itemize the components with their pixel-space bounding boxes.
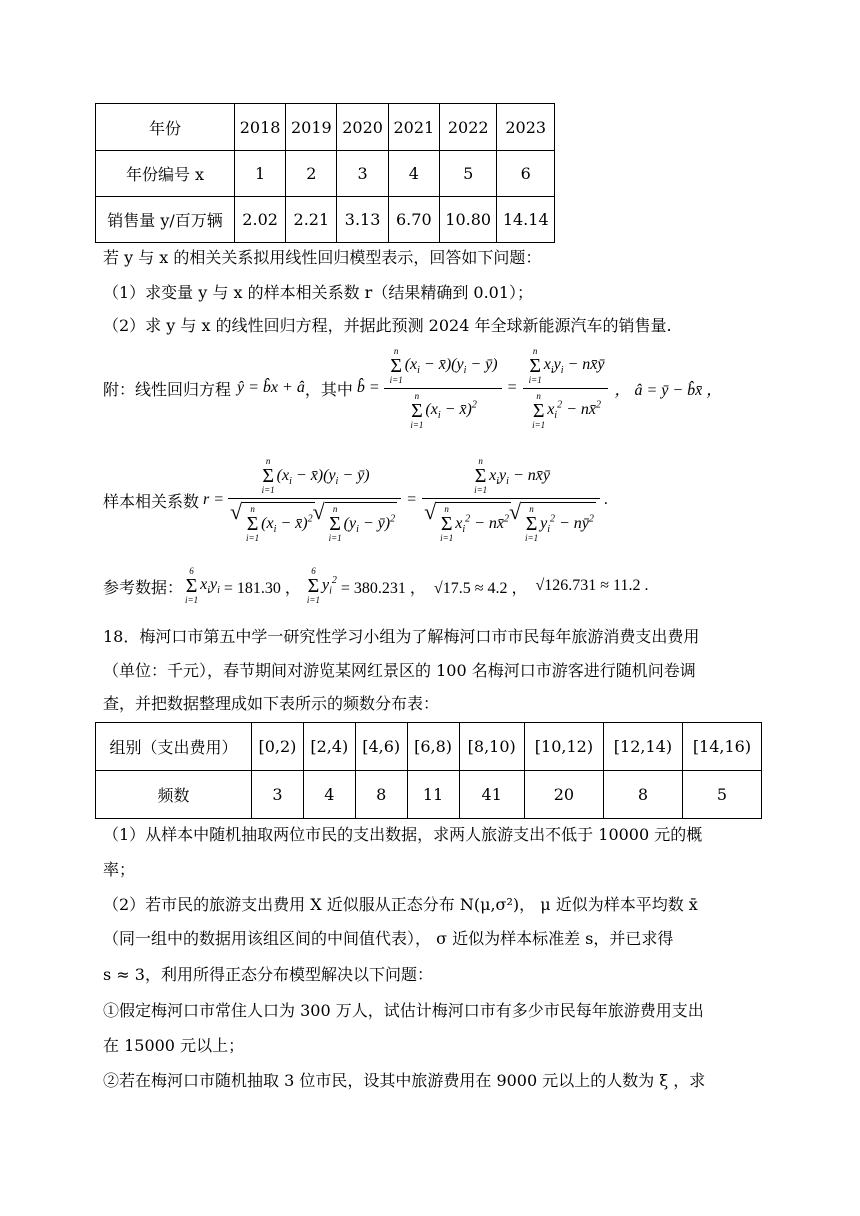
freq-cell: 20 (524, 771, 603, 819)
table-cell: 2.21 (286, 197, 337, 243)
group-cell: [4,6) (355, 723, 407, 771)
q18-part2-line3: s ≈ 3，利用所得正态分布模型解决以下问题： (103, 965, 433, 984)
table-row (96, 771, 762, 819)
formula-mid: ，其中 (304, 381, 353, 399)
row-label: 销售量 y/百万辆 (96, 197, 235, 243)
q18-part1-line1: （1）从样本中随机抽取两位市民的支出数据，求两人旅游支出不低于 10000 元的概 (103, 825, 703, 844)
question-2: （2）求 y 与 x 的线性回归方程，并据此预测 2024 年全球新能源汽车的销售量. (103, 316, 672, 335)
table-row (96, 104, 555, 151)
group-cell: [10,12) (524, 723, 603, 771)
table-cell: 6.70 (388, 197, 439, 243)
table-cell: 3.13 (337, 197, 388, 243)
r-label: r = (203, 491, 225, 508)
ref-item-4: √126.731 ≈ 11.2 . (535, 577, 649, 594)
q18-line-3: 查，并把数据整理成如下表所示的频数分布表： (103, 694, 440, 713)
freq-cell: 3 (252, 771, 304, 819)
table-cell: 2021 (388, 104, 439, 151)
group-cell: [8,10) (459, 723, 524, 771)
regression-formula: 附：线性回归方程 ŷ = b̂x + â ，其中 b̂ = n Σ i=1 ($x_i$ − $x̄)(y_i$ − ȳ) n Σ i=1 ($x_i$ − x̄)$^2$ = n Σ i=1 $x_iy_i$ − nx̄ȳ n Σ i=1 $x_i^2$ − nx̄$^2$ ， â = ȳ − b̂x̄ ， (103, 345, 723, 430)
freq-cell: 8 (603, 771, 682, 819)
q18-part2-line1: （2）若市民的旅游支出费用 X 近似服从正态分布 N(μ,σ²)， μ 近似为样本平均数 x̄ (103, 895, 698, 914)
q18-line-2: （单位：千元），春节期间对游览某网红景区的 100 名梅河口市游客进行随机问卷调 (103, 661, 696, 680)
freq-cell: 5 (682, 771, 761, 819)
freq-cell: 4 (303, 771, 355, 819)
r-fraction-2: n Σ i=1 $x_iy_i$ − nx̄ȳ √ n Σ i=1 $x_i^2$ − nx̄$^2$ √ n Σ i=1 $y_i^2$ − $nȳ^2$ (422, 457, 600, 543)
b-hat-fraction-2: n Σ i=1 $x_iy_i$ − nx̄ȳ n Σ i=1 $x_i^2$ − nx̄$^2$ (523, 347, 609, 430)
ref-prefix: 参考数据： (103, 579, 184, 597)
ref-item-1: = 181.30 ， (223, 579, 301, 597)
table-cell: 6 (497, 151, 555, 197)
freq-cell: 8 (355, 771, 407, 819)
table-row (96, 151, 555, 197)
q18-part1-line2: 率； (103, 860, 136, 879)
table-cell: 2018 (235, 104, 286, 151)
table-cell: 10.80 (439, 197, 497, 243)
r-fraction-1: n Σ i=1 ($x_i$ − $x̄)(y_i$ − ȳ) √ n Σ i=1 ($x_i$ − x̄)$^2$ √ n Σ i=1 ($y_i$ − ȳ)$^2$ (228, 457, 401, 543)
freq-label: 频数 (96, 771, 252, 819)
regression-equation: ŷ = b̂x + â (237, 379, 305, 396)
reference-data: 参考数据： 6 Σ i=1 $x_iy_i$ = 181.30 ， 6 Σ i=1 $y_i^2$ = 380.231 ， √17.5 ≈ 4.2 ， √126.731 ≈ 11.2 . (103, 566, 649, 605)
q18-case2-line1: ②若在梅河口市随机抽取 3 位市民，设其中旅游费用在 9000 元以上的人数为 ξ ，求 (103, 1071, 706, 1090)
b-hat-fraction-1: n Σ i=1 ($x_i$ − $x̄)(y_i$ − ȳ) n Σ i=1 ($x_i$ − x̄)$^2$ (384, 347, 502, 430)
row-label: 年份 (96, 104, 235, 151)
table-row (96, 723, 762, 771)
q18-case1-line1: ①假定梅河口市常住人口为 300 万人，试估计梅河口市有多少市民每年旅游费用支出 (103, 1001, 704, 1020)
row-label: 年份编号 x (96, 151, 235, 197)
group-cell: [14,16) (682, 723, 761, 771)
q18-case1-line2: 在 15000 元以上； (103, 1036, 245, 1055)
group-cell: [12,14) (603, 723, 682, 771)
group-cell: [6,8) (407, 723, 459, 771)
intro-text: 若 y 与 x 的相关关系拟用线性回归模型表示，回答如下问题： (103, 248, 542, 267)
table-cell: 2023 (497, 104, 555, 151)
table-row (96, 197, 555, 243)
ref-item-2: = 380.231 ， (340, 579, 426, 597)
table-cell: 2019 (286, 104, 337, 151)
table-cell: 2020 (337, 104, 388, 151)
a-hat-formula: ， â = ȳ − b̂x̄ ， (614, 381, 723, 399)
correlation-formula: 样本相关系数 r = n Σ i=1 ($x_i$ − $x̄)(y_i$ − ȳ) √ n Σ i=1 ($x_i$ − x̄)$^2$ √ n Σ i=1 ($y_i$ − ȳ)$^2$ = n Σ i=1 $x_iy_i$ − nx̄ȳ √ n Σ i=1 $x_i^2$ − nx̄$^2$ √ n Σ i=1 $y_i^2$ − $nȳ^2$ . (103, 452, 608, 548)
table-cell: 1 (235, 151, 286, 197)
q18-line-1: 18．梅河口市第五中学一研究性学习小组为了解梅河口市市民每年旅游消费支出费用 (103, 627, 700, 646)
table-cell: 3 (337, 151, 388, 197)
table-cell: 4 (388, 151, 439, 197)
table-cell: 2 (286, 151, 337, 197)
r-prefix: 样本相关系数 (103, 493, 200, 511)
freq-cell: 41 (459, 771, 524, 819)
header-label: 组别（支出费用） (96, 723, 252, 771)
freq-cell: 11 (407, 771, 459, 819)
question-1: （1）求变量 y 与 x 的样本相关系数 r（结果精确到 0.01）； (103, 283, 534, 302)
formula-prefix: 附：线性回归方程 (103, 381, 232, 399)
frequency-table (95, 722, 762, 819)
group-cell: [0,2) (252, 723, 304, 771)
table-cell: 5 (439, 151, 497, 197)
q18-part2-line2: （同一组中的数据用该组区间的中间值代表）， σ 近似为样本标准差 s，并已求得 (103, 929, 674, 948)
b-hat-label: b̂ = (356, 379, 380, 396)
group-cell: [2,4) (303, 723, 355, 771)
sales-table (95, 103, 555, 243)
table-cell: 2022 (439, 104, 497, 151)
table-cell: 14.14 (497, 197, 555, 243)
ref-item-3: √17.5 ≈ 4.2 ， (433, 579, 528, 597)
table-cell: 2.02 (235, 197, 286, 243)
